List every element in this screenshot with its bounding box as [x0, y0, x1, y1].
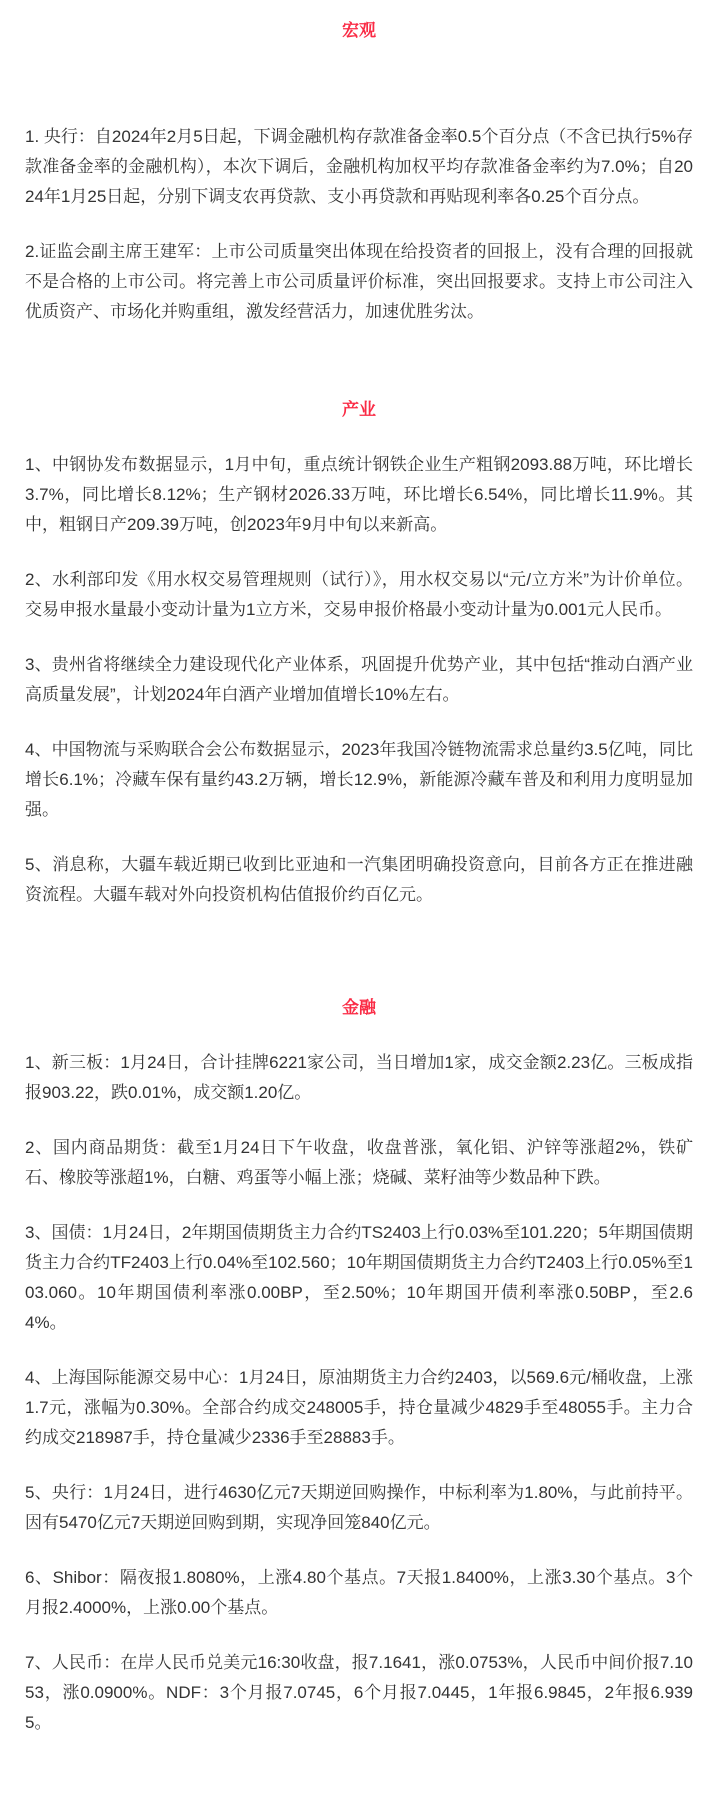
finance-paragraph-7: 7、人民币：在岸人民币兑美元16:30收盘，报7.1641，涨0.0753%，人民币中间价报7.1053，涨0.0900%。NDF：3个月报7.0745，6个月报7.0445，1年报6.9845，2年报6.9395。	[25, 1653, 693, 1732]
finance-paragraph-1: 1、新三板：1月24日，合计挂牌6221家公司，当日增加1家，成交金额2.23亿。三板成指报903.22，跌0.01%，成交额1.20亿。	[25, 1053, 693, 1102]
industry-paragraph-5: 5、消息称，大疆车载近期已收到比亚迪和一汽集团明确投资意向，目前各方正在推进融资流程。大疆车载对外向投资机构估值报价约百亿元。	[25, 855, 693, 904]
industry-paragraph-1: 1、中钢协发布数据显示，1月中旬，重点统计钢铁企业生产粗钢2093.88万吨，环比增长3.7%，同比增长8.12%；生产钢材2026.33万吨，环比增长6.54%，同比增长11.9%。其中，粗钢日产209.39万吨，创2023年9月中旬以来新高。	[25, 455, 693, 534]
macro-paragraph-1: 1. 央行：自2024年2月5日起，下调金融机构存款准备金率0.5个百分点（不含已执行5%存款准备金率的金融机构），本次下调后，金融机构加权平均存款准备金率约为7.0%；自2024年1月25日起，分别下调支农再贷款、支小再贷款和再贴现利率各0.25个百分点。	[25, 127, 693, 206]
industry-paragraph-3: 3、贵州省将继续全力建设现代化产业体系，巩固提升优势产业，其中包括“推动白酒产业高质量发展”，计划2024年白酒产业增加值增长10%左右。	[25, 655, 693, 704]
finance-paragraph-2: 2、国内商品期货：截至1月24日下午收盘，收盘普涨，氧化铝、沪锌等涨超2%，铁矿石、橡胶等涨超1%，白糖、鸡蛋等小幅上涨；烧碱、菜籽油等少数品种下跌。	[25, 1138, 693, 1187]
section-title-macro: 宏观	[342, 21, 376, 40]
section-industry	[25, 395, 693, 910]
finance-paragraph-3: 3、国债：1月24日，2年期国债期货主力合约TS2403上行0.03%至101.220；5年期国债期货主力合约TF2403上行0.04%至102.560；10年期国债期货主力合约T2403上行0.05%至103.060。10年期国债利率涨0.00BP，至2.50%；10年期国开债利率涨0.50BP，至2.64%。	[25, 1223, 693, 1332]
finance-paragraph-5: 5、央行：1月24日，进行4630亿元7天期逆回购操作，中标利率为1.80%，与此前持平。因有5470亿元7天期逆回购到期，实现净回笼840亿元。	[25, 1483, 693, 1532]
macro-paragraph-2: 2.证监会副主席王建军：上市公司质量突出体现在给投资者的回报上，没有合理的回报就不是合格的上市公司。将完善上市公司质量评价标准，突出回报要求。支持上市公司注入优质资产、市场化并购重组，激发经营活力，加速优胜劣汰。	[25, 242, 693, 321]
industry-paragraph-4: 4、中国物流与采购联合会公布数据显示，2023年我国冷链物流需求总量约3.5亿吨，同比增长6.1%；冷藏车保有量约43.2万辆，增长12.9%，新能源冷藏车普及和利用力度明显加强。	[25, 740, 693, 819]
industry-paragraph-2: 2、水利部印发《用水权交易管理规则（试行）》，用水权交易以“元/立方米”为计价单位。交易申报水量最小变动计量为1立方米，交易申报价格最小变动计量为0.001元人民币。	[25, 570, 693, 619]
finance-paragraph-6: 6、Shibor：隔夜报1.8080%，上涨4.80个基点。7天报1.8400%，上涨3.30个基点。3个月报2.4000%，上涨0.00个基点。	[25, 1568, 693, 1617]
section-finance	[25, 993, 693, 1738]
section-title-industry: 产业	[342, 400, 376, 419]
finance-paragraph-4: 4、上海国际能源交易中心：1月24日，原油期货主力合约2403，以569.6元/桶收盘，上涨1.7元，涨幅为0.30%。全部合约成交248005手，持仓量减少4829手至48055手。主力合约成交218987手，持仓量减少2336手至28883手。	[25, 1368, 693, 1447]
section-title-finance: 金融	[342, 998, 376, 1017]
section-macro	[25, 16, 693, 327]
